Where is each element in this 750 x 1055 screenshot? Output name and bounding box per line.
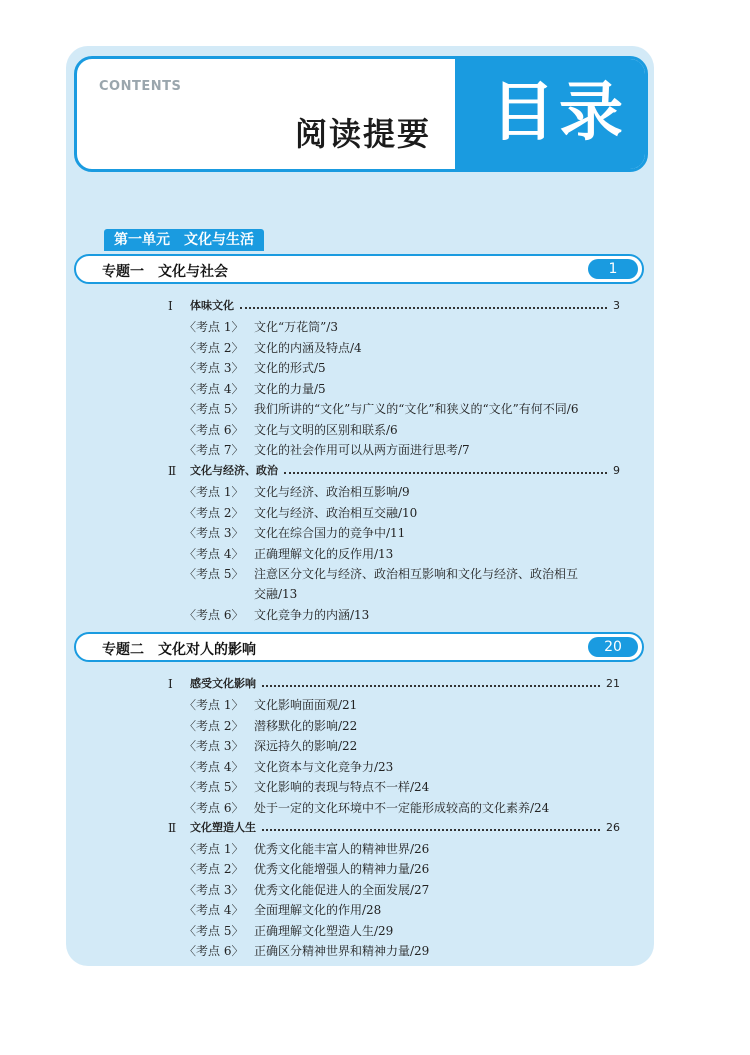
point-text: 正确理解文化塑造人生/29 bbox=[254, 924, 394, 938]
point-key: 〈考点 1〉 bbox=[184, 320, 244, 334]
list-item[interactable] bbox=[184, 798, 549, 818]
point-key: 〈考点 5〉 bbox=[184, 567, 244, 581]
section-heading[interactable] bbox=[168, 461, 620, 481]
point-key: 〈考点 1〉 bbox=[184, 485, 244, 499]
point-key: 〈考点 6〉 bbox=[184, 944, 244, 958]
point-key: 〈考点 2〉 bbox=[184, 719, 244, 733]
point-key: 〈考点 4〉 bbox=[184, 547, 244, 561]
point-key: 〈考点 3〉 bbox=[184, 526, 244, 540]
list-item[interactable] bbox=[184, 317, 338, 337]
topic-page-badge: 20 bbox=[588, 637, 638, 657]
dot-leader bbox=[262, 829, 600, 831]
point-key: 〈考点 2〉 bbox=[184, 341, 244, 355]
point-text: 我们所讲的“文化”与广义的“文化”和狭义的“文化”有何不同/6 bbox=[254, 402, 579, 416]
section-page: 26 bbox=[606, 821, 620, 834]
header-card bbox=[74, 56, 648, 172]
point-text: 优秀文化能丰富人的精神世界/26 bbox=[254, 842, 430, 856]
section-title: 感受文化影响 bbox=[190, 677, 256, 690]
list-item[interactable] bbox=[184, 379, 326, 399]
point-key: 〈考点 2〉 bbox=[184, 506, 244, 520]
topic-label: 专题二 文化对人的影响 bbox=[102, 642, 256, 658]
list-item[interactable] bbox=[184, 482, 410, 502]
point-key: 〈考点 5〉 bbox=[184, 780, 244, 794]
point-text: 注意区分文化与经济、政治相互影响和文化与经济、政治相互 bbox=[254, 567, 579, 581]
point-key: 〈考点 1〉 bbox=[184, 698, 244, 712]
point-text: 文化的力量/5 bbox=[254, 382, 326, 396]
list-item[interactable] bbox=[184, 564, 578, 584]
point-key: 〈考点 5〉 bbox=[184, 402, 244, 416]
point-key: 〈考点 6〉 bbox=[184, 608, 244, 622]
point-key: 〈考点 3〉 bbox=[184, 883, 244, 897]
list-item[interactable] bbox=[184, 440, 470, 460]
list-item[interactable] bbox=[184, 900, 381, 920]
section-heading[interactable] bbox=[168, 674, 620, 694]
list-item[interactable] bbox=[184, 605, 369, 625]
list-item[interactable] bbox=[184, 399, 579, 419]
point-text: 正确区分精神世界和精神力量/29 bbox=[254, 944, 430, 958]
point-key: 〈考点 5〉 bbox=[184, 924, 244, 938]
point-text: 优秀文化能增强人的精神力量/26 bbox=[254, 862, 430, 876]
list-item[interactable] bbox=[184, 523, 405, 543]
list-item[interactable] bbox=[184, 544, 393, 564]
point-key: 〈考点 3〉 bbox=[184, 361, 244, 375]
point-text: 文化的形式/5 bbox=[254, 361, 326, 375]
page-title: 目录 bbox=[491, 76, 627, 150]
point-text: 文化的社会作用可以从两方面进行思考/7 bbox=[254, 443, 470, 457]
contents-label: CONTENTS bbox=[99, 79, 182, 94]
section-title: 体味文化 bbox=[190, 299, 234, 312]
dot-leader bbox=[284, 472, 607, 474]
list-item[interactable] bbox=[184, 757, 393, 777]
point-text: 文化与经济、政治相互交融/10 bbox=[254, 506, 418, 520]
list-item[interactable] bbox=[184, 839, 429, 859]
section-title: 文化与经济、政治 bbox=[190, 464, 278, 477]
list-item[interactable] bbox=[184, 777, 429, 797]
point-key: 〈考点 2〉 bbox=[184, 862, 244, 876]
list-item[interactable] bbox=[184, 859, 429, 879]
point-text-continuation: 交融/13 bbox=[254, 587, 298, 601]
point-key: 〈考点 6〉 bbox=[184, 423, 244, 437]
point-text: 正确理解文化的反作用/13 bbox=[254, 547, 394, 561]
section-page: 21 bbox=[606, 677, 620, 690]
point-key: 〈考点 1〉 bbox=[184, 842, 244, 856]
point-text: 文化在综合国力的竞争中/11 bbox=[254, 526, 406, 540]
point-key: 〈考点 6〉 bbox=[184, 801, 244, 815]
page-subtitle: 阅读提要 bbox=[295, 115, 432, 153]
point-key: 〈考点 3〉 bbox=[184, 739, 244, 753]
dot-leader bbox=[240, 307, 607, 309]
topic-bar-2[interactable] bbox=[74, 632, 644, 662]
point-text: 处于一定的文化环境中不一定能形成较高的文化素养/24 bbox=[254, 801, 550, 815]
point-text: 文化与文明的区别和联系/6 bbox=[254, 423, 398, 437]
topic-bar-1[interactable] bbox=[74, 254, 644, 284]
point-text: 优秀文化能促进人的全面发展/27 bbox=[254, 883, 430, 897]
list-item[interactable] bbox=[184, 941, 429, 961]
point-text: 全面理解文化的作用/28 bbox=[254, 903, 382, 917]
point-text: 潜移默化的影响/22 bbox=[254, 719, 358, 733]
list-item[interactable] bbox=[184, 921, 393, 941]
section-title: 文化塑造人生 bbox=[190, 821, 256, 834]
list-item[interactable] bbox=[184, 695, 357, 715]
point-text: 文化与经济、政治相互影响/9 bbox=[254, 485, 410, 499]
list-item[interactable] bbox=[184, 338, 362, 358]
point-key: 〈考点 7〉 bbox=[184, 443, 244, 457]
list-item[interactable] bbox=[184, 716, 357, 736]
list-item[interactable] bbox=[184, 503, 417, 523]
dot-leader bbox=[262, 685, 600, 687]
list-item[interactable] bbox=[184, 736, 357, 756]
section-heading[interactable] bbox=[168, 818, 620, 838]
point-key: 〈考点 4〉 bbox=[184, 903, 244, 917]
point-text: 文化的内涵及特点/4 bbox=[254, 341, 362, 355]
section-page: 3 bbox=[613, 299, 620, 312]
section-number: Ⅱ bbox=[168, 464, 177, 478]
section-heading[interactable] bbox=[168, 296, 620, 316]
unit-tab: 第一单元 文化与生活 bbox=[104, 229, 264, 251]
point-key: 〈考点 4〉 bbox=[184, 382, 244, 396]
topic-label: 专题一 文化与社会 bbox=[102, 264, 228, 280]
section-page: 9 bbox=[613, 464, 620, 477]
list-item[interactable] bbox=[184, 420, 398, 440]
point-text: 文化竞争力的内涵/13 bbox=[254, 608, 370, 622]
point-text: 文化影响面面观/21 bbox=[254, 698, 358, 712]
point-text: 文化“万花筒”/3 bbox=[254, 320, 338, 334]
section-number: Ⅰ bbox=[168, 677, 173, 691]
point-text: 文化资本与文化竞争力/23 bbox=[254, 760, 394, 774]
section-number: Ⅰ bbox=[168, 299, 173, 313]
list-item[interactable] bbox=[184, 880, 429, 900]
list-item[interactable] bbox=[184, 358, 326, 378]
section-number: Ⅱ bbox=[168, 821, 177, 835]
topic-page-badge: 1 bbox=[588, 259, 638, 279]
point-text: 文化影响的表现与特点不一样/24 bbox=[254, 780, 430, 794]
point-key: 〈考点 4〉 bbox=[184, 760, 244, 774]
point-text: 深远持久的影响/22 bbox=[254, 739, 358, 753]
